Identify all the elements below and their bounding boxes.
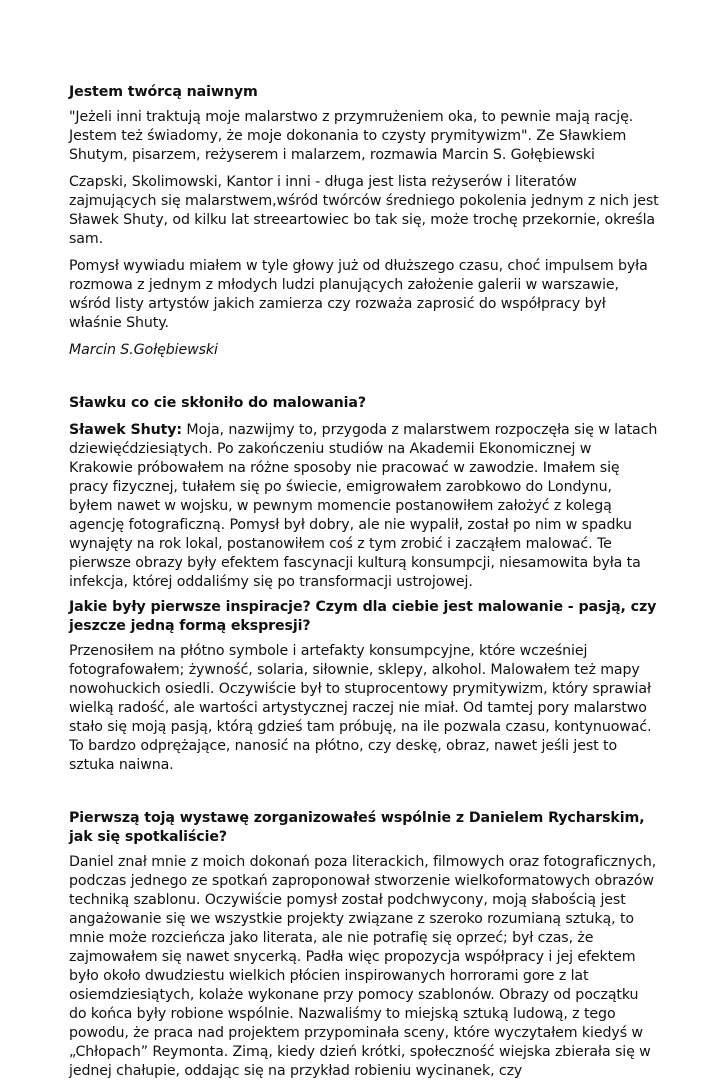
intro-paragraph-1: Czapski, Skolimowski, Kantor i inni - długa jest lista reżyserów i literatów zajmujących się malarstwem,wśród twórców średniego pokolenia jednym z nich jest Sławek Shuty, od kilku lat streeartowiec bo tak się, może trochę przekornie, określa sam. bbox=[69, 174, 659, 247]
author-signature: Marcin S.Gołębiewski bbox=[69, 342, 218, 358]
article-title: Jestem twórcą naiwnym bbox=[69, 84, 258, 100]
speaker-label: Sławek Shuty: bbox=[69, 422, 182, 438]
answer-3: Daniel znał mnie z moich dokonań poza literackich, filmowych oraz fotograficznych, podczas jednego ze spotkań zaproponował stworzenie wielkoformatowych obrazów techniką szablonu. Oczywiście pomysł został podchwycony, moją słabością jest angażowanie się we wszystkie projekty związane z szeroko rozumianą sztuką, to mnie może rozcieńcza jako literata, ale nie potrafię się oprzeć; był czas, że zajmowałem się nawet snycerką. Padła więc propozycja współpracy i jej efektem było około dwudziestu wielkich płócien inspirowanych horrorami gore z lat osiemdziesiątych, kolaże wykonane przy pomocy szablonów. Obrazy od początku do końca były robione wspólnie. Nazwaliśmy to miejską sztuką ludową, z tego powodu, że praca nad projektem przypominała sceny, które wyczytałem kiedyś w „Chłopach” Reymonta. Zimą, kiedy dzień krótki, społeczność wiejska zbierała się w jednej chałupie, oddając się na przykład robieniu wycinanek, czy bbox=[69, 854, 657, 1079]
question-1: Sławku co cie skłoniło do malowania? bbox=[69, 395, 367, 411]
answer-1-text: Moja, nazwijmy to, przygoda z malarstwem rozpoczęła się w latach dziewięćdziesiątych. Po zakończeniu studiów na Akademii Ekonomicznej w Krakowie próbowałem na różne sposoby nie pracować w zawodzie. Imałem się pracy fizycznej, tułałem się po świecie, emigrowałem zarobkowo do Londynu, byłem nawet w wojsku, w pewnym momencie postanowiłem założyć z kolegą agencję fotograficzną. Pomysł był dobry, ale nie wypalił, został po nim w spadku wynajęty na rok lokal, postanowiłem coś z tym zrobić i zacząłem malować. Te pierwsze obrazy były efektem fascynacji kulturą konsumpcji, niesamowita była ta infekcja, której oddaliśmy się po transformacji ustrojowej. bbox=[69, 422, 658, 590]
answer-1 bbox=[69, 421, 659, 592]
question-3: Pierwszą toją wystawę zorganizowałeś wspólnie z Danielem Rycharskim, jak się spotkaliście? bbox=[69, 810, 645, 845]
lead-paragraph: "Jeżeli inni traktują moje malarstwo z przymrużeniem oka, to pewnie mają rację. Jestem też świadomy, że moje dokonania to czysty prymitywizm". Ze Sławkiem Shutym, pisarzem, reżyserem i malarzem, rozmawia Marcin S. Gołębiewski bbox=[69, 109, 634, 163]
spacer bbox=[69, 775, 659, 809]
document-page bbox=[69, 83, 659, 1081]
spacer bbox=[69, 360, 659, 394]
intro-paragraph-2: Pomysł wywiadu miałem w tyle głowy już od dłuższego czasu, choć impulsem była rozmowa z jednym z młodych ludzi planujących założenie galerii w warszawie, wśród listy artystów jakich zamierza czy rozważa zaprosić do współpracy był właśnie Shuty. bbox=[69, 258, 648, 331]
answer-2: Przenosiłem na płótno symbole i artefakty konsumpcyjne, które wcześniej fotografowałem; żywność, solaria, siłownie, sklepy, alkohol. Malowałem też mapy nowohuckich osiedli. Oczywiście był to stuprocentowy prymitywizm, który sprawiał wielką radość, ale wartości artystycznej raczej nie miał. Od tamtej pory malarstwo stało się moją pasją, którą gdzieś tam próbuję, na ile pozwala czasu, kontynuować. To bardzo odprężające, nanosić na płótno, czy deskę, obraz, nawet jeśli jest to sztuka naiwna. bbox=[69, 643, 652, 773]
question-2: Jakie były pierwsze inspiracje? Czym dla ciebie jest malowanie - pasją, czy jeszcze jedną formą ekspresji? bbox=[69, 599, 657, 634]
